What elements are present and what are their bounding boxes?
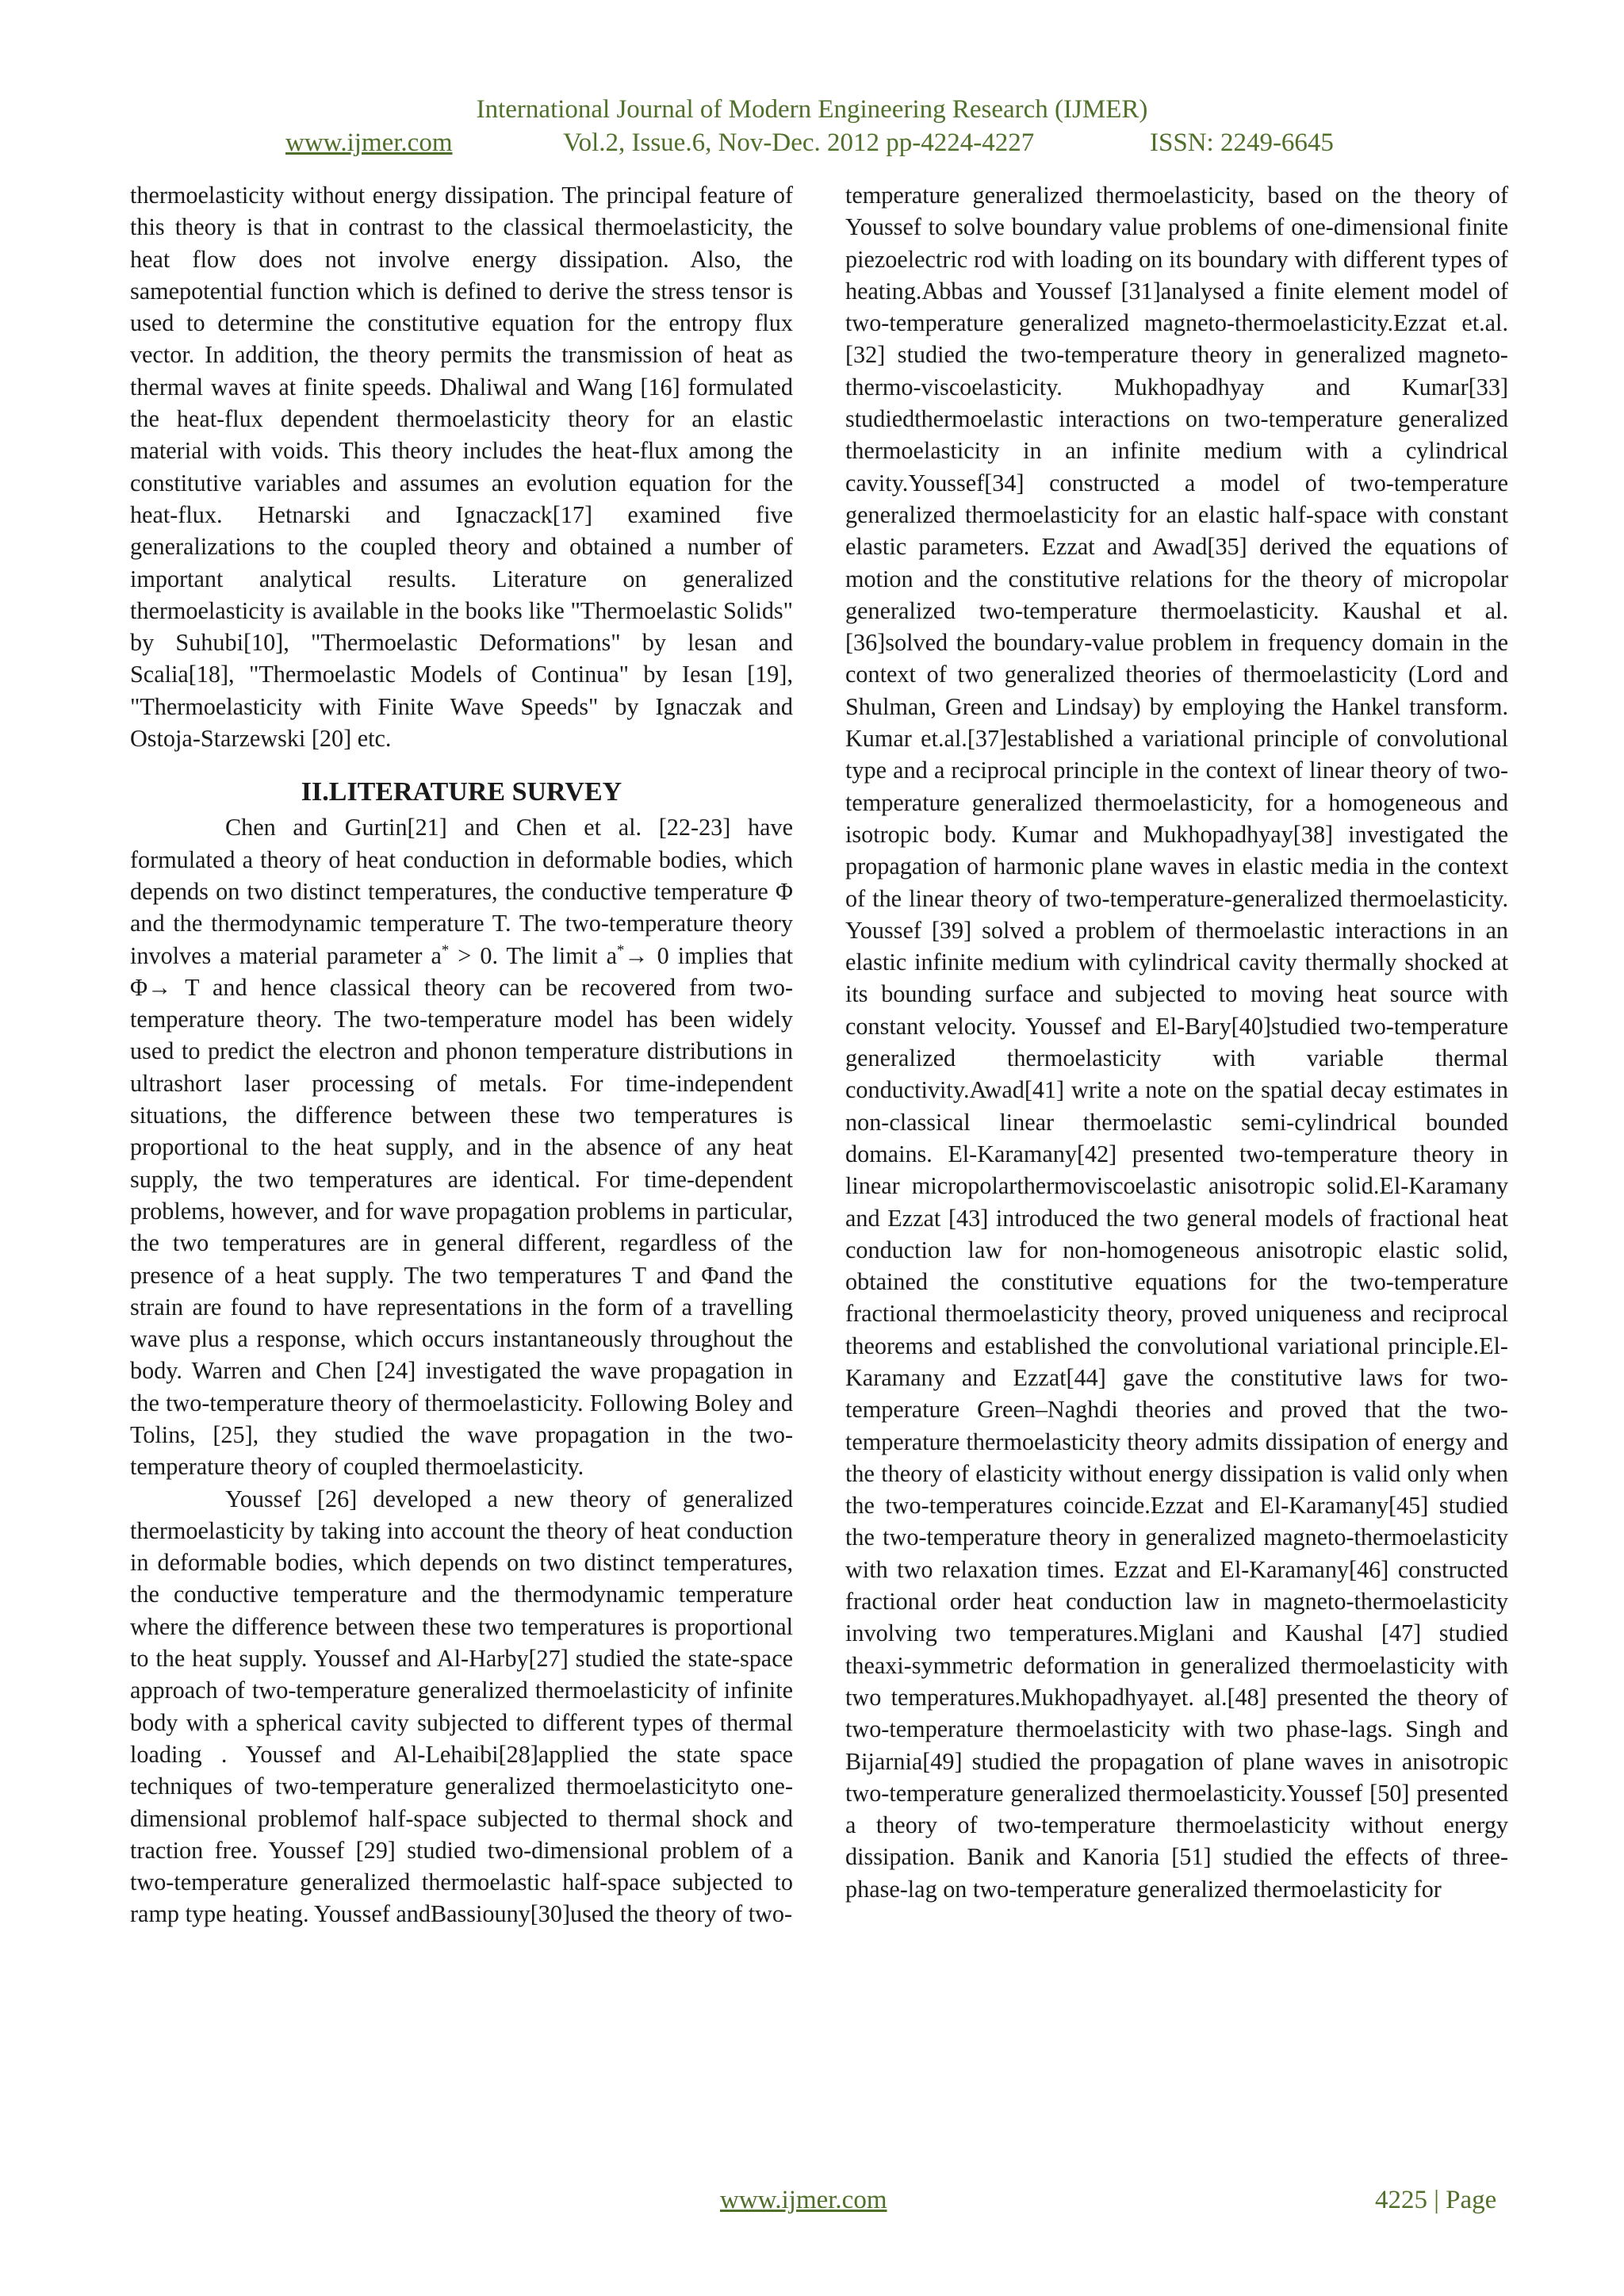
issn-info: ISSN: 2249-6645 [1150,128,1334,157]
left-paragraph-1: thermoelasticity without energy dissipation. The principal feature of this theory is that in contrast to the classical thermoelasticity, the heat flow does not involve energy dissipation. Also, the samepotential function which is defined to derive the stress tensor is used to determine the constitutive equation for the entropy flux vector. In addition, the theory permits the transmission of heat as thermal waves at finite speeds. Dhaliwal and Wang [16] formulated the heat-flux dependent thermoelasticity theory for an elastic material with voids. This theory includes the heat-flux among the constitutive variables and assumes an evolution equation for the heat-flux. Hetnarski and Ignaczack[17] examined five generalizations to the coupled theory and obtained a number of important analytical results. Literature on generalized thermoelasticity is available in the books like "Thermoelastic Solids" by Suhubi[10], "Thermoelastic Deformations" by lesan and Scalia[18], "Thermoelastic Models of Continua" by Iesan [19], "Thermoelasticity with Finite Wave Speeds" by Ignaczak and Ostoja-Starzewski [20] etc. [130,182,793,753]
left-paragraph-2 [130,811,793,1482]
superscript-star-1: * [441,941,450,959]
left-column [130,179,793,1930]
left-paragraph-3: Youssef [26] developed a new theory of generalized thermoelasticity by taking into account the theory of heat conduction in deformable bodies, which depends on two distinct temperatures, the conductive temperature and the thermodynamic temperature where the difference between these two temperatures is proportional to the heat supply. Youssef and Al-Harby[27] studied the state-space approach of two-temperature generalized thermoelasticity of infinite body with a spherical cavity subjected to different types of thermal loading . Youssef and Al-Lehaibi[28]applied the state space techniques of two-temperature generalized thermoelasticityto one-dimensional problemof half-space subjected to thermal shock and traction free. Youssef [29] studied two-dimensional problem of a two-temperature generalized thermoelastic half-space subjected to ramp type heating. Youssef andBassiouny[30]used the theory of two- [130,1485,793,1928]
paragraph-2-text-c: → 0 implies that Φ→ T and hence classical theory can be recovered from two-temperature theory. The two-temperature model has been widely used to predict the electron and phonon temperature distributions in ultrashort laser processing of metals. For time-independent situations, the difference between these two temperatures is proportional to the heat supply, and in the absence of any heat supply, the two temperatures are identical. For time-dependent problems, however, and for wave propagation problems in particular, the two temperatures are in general different, regardless of the presence of a heat supply. The two temperatures T and Φand the strain are found to have representations in the form of a travelling wave plus a response, which occurs instantaneously throughout the body. Warren and Chen [24] investigated the wave propagation in the two-temperature theory of thermoelasticity. Following Boley and Tolins, [25], they studied the wave propagation in the two-temperature theory of coupled thermoelasticity. [130,941,793,1481]
paragraph-2-text-a: Chen and Gurtin[21] and Chen et al. [22-23] have formulated a theory of heat conduction in deformable bodies, which depends on two distinct temperatures, the conductive temperature Φ and the thermodynamic temperature T. The two-temperature theory involves a material parameter a [130,814,793,969]
footer-url-link[interactable]: www.ijmer.com [720,2186,887,2214]
volume-info: Vol.2, Issue.6, Nov-Dec. 2012 pp-4224-4227 [563,128,1035,157]
superscript-star-2: * [617,941,625,959]
section-heading-literature-survey: II.LITERATURE SURVEY [301,777,622,807]
right-paragraph-1: temperature generalized thermoelasticity, based on the theory of Youssef to solve boundary value problems of one-dimensional finite piezoelectric rod with loading on its boundary with different types of heating.Abbas and Youssef [31]analysed a finite element model of two-temperature generalized magneto-thermoelasticity.Ezzat et.al.[32] studied the two-temperature theory in generalized magneto-thermo-viscoelasticity. Mukhopadhyay and Kumar[33] studiedthermoelastic interactions on two-temperature generalized thermoelasticity in an infinite medium with a cylindrical cavity.Youssef[34] constructed a model of two-temperature generalized thermoelasticity for an elastic half-space with constant elastic parameters. Ezzat and Awad[35] derived the equations of motion and the constitutive relations for the theory of micropolar generalized two-temperature thermoelasticity. Kaushal et al. [36]solved the boundary-value problem in frequency domain in the context of two generalized theories of thermoelasticity (Lord and Shulman, Green and Lindsay) by employing the Hankel transform. Kumar et.al.[37]established a variational principle of convolutional type and a reciprocal principle in the context of linear theory of two-temperature generalized thermoelasticity, for a homogeneous and isotropic body. Kumar and Mukhopadhyay[38] investigated the propagation of harmonic plane waves in elastic media in the context of the linear theory of two-temperature-generalized thermoelasticity. Youssef [39] solved a problem of thermoelastic interactions in an elastic infinite medium with cylindrical cavity thermally shocked at its bounding surface and subjected to moving heat source with constant velocity. Youssef and El-Bary[40]studied two-temperature generalized thermoelasticity with variable thermal conductivity.Awad[41] write a note on the spatial decay estimates in non-classical linear thermoelastic semi-cylindrical bounded domains. El-Karamany[42] presented two-temperature theory in linear micropolarthermoviscoelastic anisotropic solid.El-Karamany and Ezzat [43] introduced the two general models of fractional heat conduction law for non-homogeneous anisotropic elastic solid, obtained the constitutive equations for the two-temperature fractional thermoelasticity theory, proved uniqueness and reciprocal theorems and established the convolutional variational principle.El-Karamany and Ezzat[44] gave the constitutive laws for two-temperature Green–Naghdi theories and proved that the two-temperature thermoelasticity theory admits dissipation of energy and the theory of elasticity without energy dissipation is valid only when the two-temperatures coincide.Ezzat and El-Karamany[45] studied the two-temperature theory in generalized magneto-thermoelasticity with two relaxation times. Ezzat and El-Karamany[46] constructed fractional order heat conduction law in magneto-thermoelasticity involving two temperatures.Miglani and Kaushal [47] studied theaxi-symmetric deformation in generalized thermoelasticity with two temperatures.Mukhopadhyayet. al.[48] presented the theory of two-temperature thermoelasticity with two phase-lags. Singh and Bijarnia[49] studied the propagation of plane waves in anisotropic two-temperature generalized thermoelasticity.Youssef [50] presented a theory of two-temperature thermoelasticity without energy dissipation. Banik and Kanoria [51] studied the effects of three-phase-lag on two-temperature generalized thermoelasticity for [845,182,1508,1903]
right-column [845,179,1508,1905]
page-number: 4225 | Page [1375,2186,1497,2214]
header-url-link[interactable]: www.ijmer.com [285,128,453,157]
page-footer [0,2183,1624,2217]
header-info-line [285,127,1348,159]
journal-title: International Journal of Modern Engineering Research (IJMER) [476,95,1148,124]
paragraph-2-text-b: > 0. The limit a [449,941,618,969]
